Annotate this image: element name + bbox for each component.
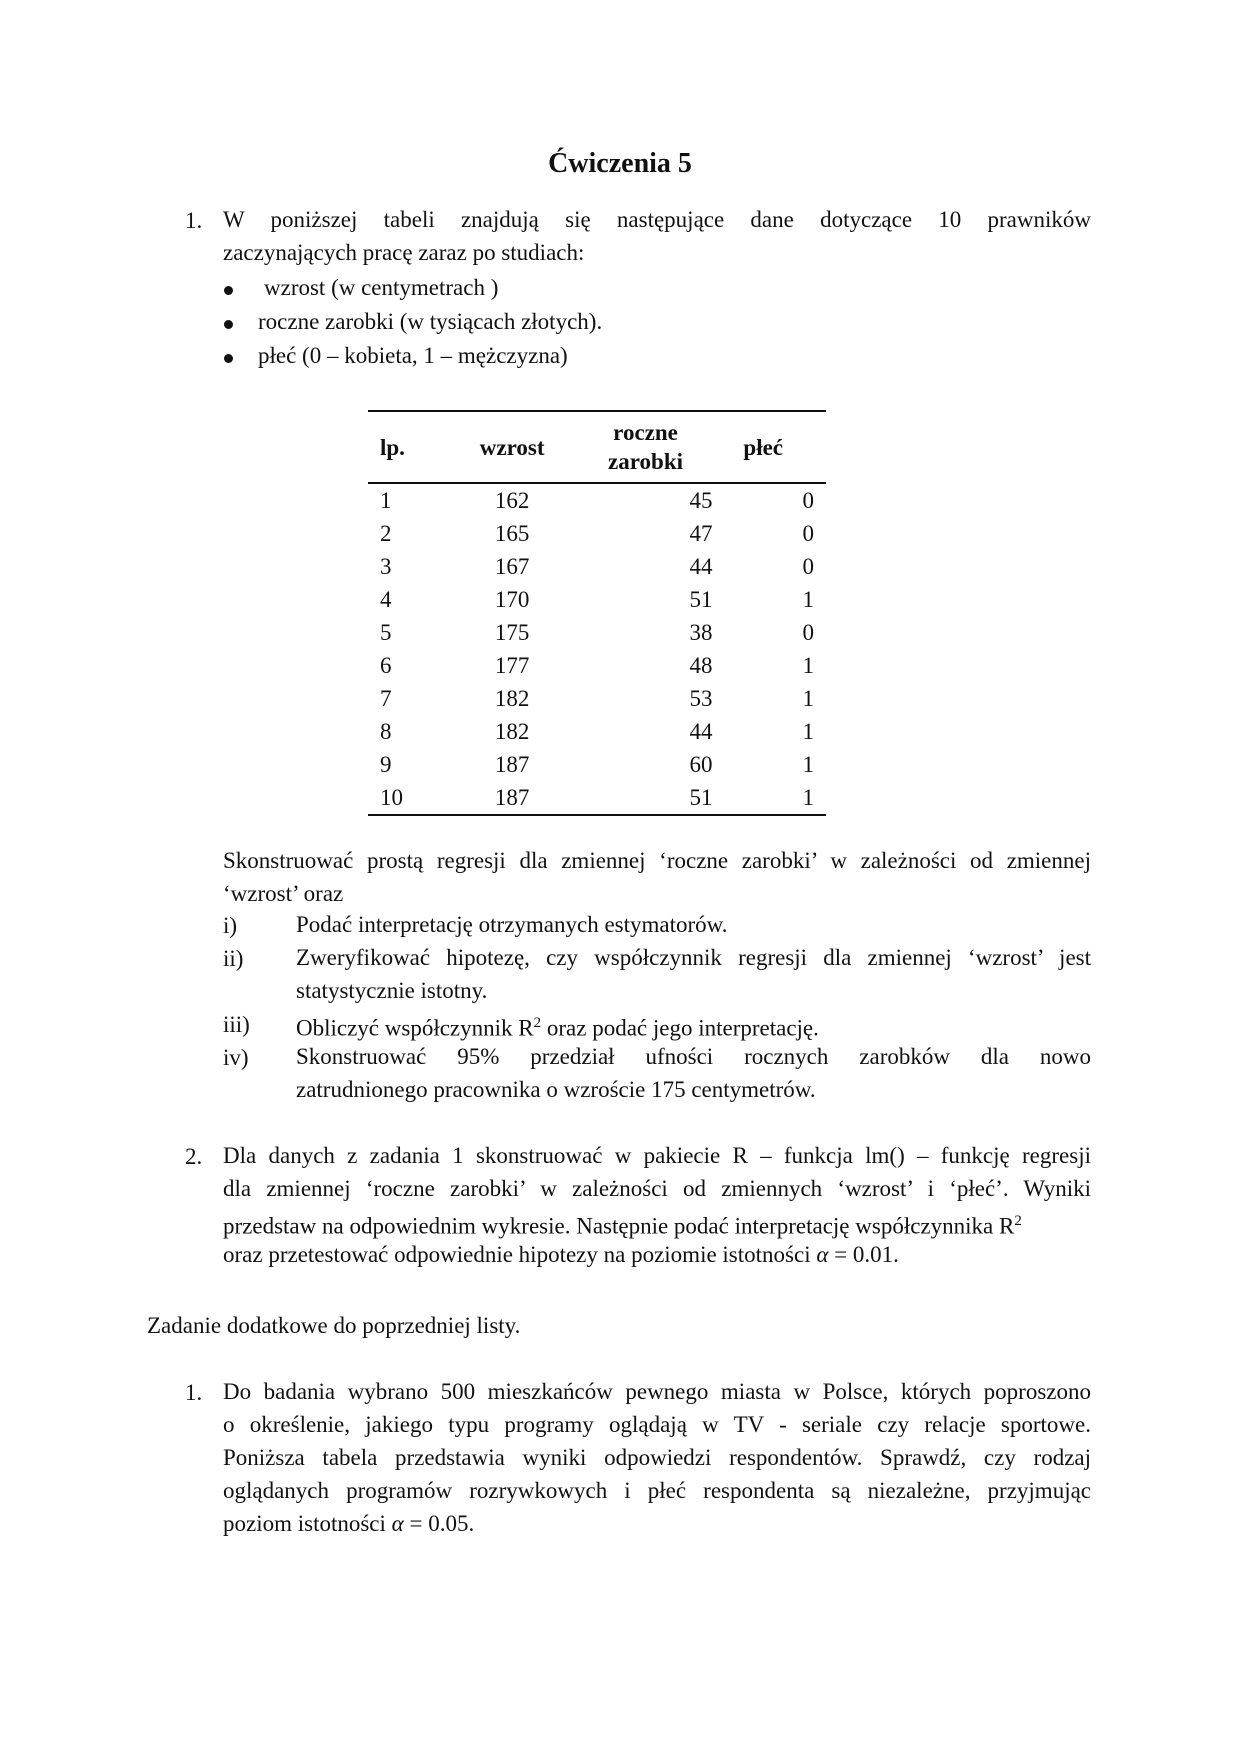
cell-lp: 8 [380, 718, 392, 744]
extra-line3: Poniższa tabela przedstawia wyniki odpowiedzi respondentów. Sprawdź, czy rodzaj [223, 1445, 1091, 1470]
cell-lp: 10 [368, 781, 446, 815]
cell-zarobki: 60 [689, 751, 713, 777]
table-row [368, 649, 826, 682]
table-row [368, 748, 826, 781]
cell-lp: 6 [380, 652, 392, 678]
superscript: 2 [533, 1015, 542, 1031]
alpha-symbol: α [391, 1511, 404, 1536]
cell-lp: 2 [380, 520, 392, 546]
cell-wzrost: 167 [494, 553, 530, 579]
table-row [368, 781, 826, 815]
task2-line3 [223, 1205, 1091, 1243]
bullet-icon [224, 320, 233, 329]
cell-plec: 1 [802, 586, 814, 612]
task1-instruction-line2: ‘wzrost’ oraz [223, 881, 344, 906]
cell-plec: 0 [802, 553, 814, 579]
cell-zarobki: 51 [689, 586, 713, 612]
bullet-icon [224, 286, 233, 295]
cell-lp: 1 [380, 487, 392, 513]
cell-lp: 5 [380, 619, 392, 645]
task2-number: 2. [185, 1144, 203, 1169]
header-roczne-zarobki [579, 411, 713, 483]
extra-heading: Zadanie dodatkowe do poprzedniej listy. [147, 1313, 521, 1338]
cell-wzrost: 177 [494, 652, 530, 678]
cell-zarobki: 47 [689, 520, 713, 546]
task2-line4 [223, 1238, 1091, 1271]
item-text-part: oraz podać jego interpretację. [541, 1015, 819, 1041]
bullet-item: wzrost (w centymetrach ) [264, 275, 499, 300]
table-header-row [368, 411, 826, 483]
task1-instruction-line1: Skonstruować prostą regresji dla zmiennej ‘roczne zarobki’ w zależności od zmiennej [223, 848, 1091, 873]
header-zarobki: zarobki [608, 449, 684, 474]
task2-line2: dla zmiennej ‘roczne zarobki’ w zależności od zmiennych ‘wzrost’ i ‘płeć’. Wyniki [223, 1176, 1091, 1201]
item-text: Zweryfikować hipotezę, czy współczynnik regresji dla zmiennej ‘wzrost’ jest [296, 945, 1091, 970]
header-wzrost: wzrost [446, 411, 579, 483]
cell-plec: 0 [802, 619, 814, 645]
cell-wzrost: 187 [446, 781, 579, 815]
cell-lp: 3 [380, 553, 392, 579]
cell-wzrost: 175 [494, 619, 530, 645]
task1-intro-line1: W poniższej tabeli znajdują się następujące dane dotyczące 10 prawników [223, 207, 1091, 232]
cell-plec: 0 [802, 520, 814, 546]
header-plec: płeć [712, 411, 826, 483]
item-text [296, 1007, 1091, 1045]
cell-plec: 1 [802, 685, 814, 711]
cell-wzrost: 165 [494, 520, 530, 546]
page-title: Ćwiczenia 5 [548, 148, 692, 179]
item-label: iv) [223, 1045, 249, 1070]
cell-zarobki: 44 [689, 718, 713, 744]
text-part: przedstaw na odpowiednim wykresie. Następnie podać interpretację współczynnika R [223, 1213, 1015, 1239]
cell-wzrost: 170 [494, 586, 530, 612]
table-row [368, 483, 826, 517]
bullet-item: płeć (0 – kobieta, 1 – mężczyzna) [258, 343, 568, 368]
data-table [368, 410, 826, 816]
cell-plec: 1 [712, 781, 826, 815]
cell-wzrost: 182 [494, 718, 530, 744]
extra-line1: Do badania wybrano 500 mieszkańców pewnego miasta w Polsce, których poproszono [223, 1379, 1091, 1404]
cell-zarobki: 38 [689, 619, 713, 645]
cell-plec: 0 [802, 487, 814, 513]
item-label: ii) [223, 946, 244, 971]
extra-line5 [223, 1507, 1091, 1540]
task1-number: 1. [185, 208, 203, 233]
cell-lp: 7 [380, 685, 392, 711]
item-text: statystycznie istotny. [296, 978, 488, 1003]
cell-zarobki: 45 [689, 487, 713, 513]
task2-line1: Dla danych z zadania 1 skonstruować w pakiecie R – funkcja lm() – funkcję regresji [223, 1143, 1091, 1168]
item-text: Podać interpretację otrzymanych estymatorów. [296, 912, 728, 937]
cell-zarobki: 48 [689, 652, 713, 678]
item-label: iii) [223, 1012, 250, 1037]
bullet-item: roczne zarobki (w tysiącach złotych). [258, 309, 603, 334]
table-row [368, 616, 826, 649]
cell-plec: 1 [802, 751, 814, 777]
table-row [368, 550, 826, 583]
text-part: oraz przetestować odpowiednie hipotezy na poziomie istotności [223, 1242, 817, 1267]
text-part: = 0.01. [828, 1242, 899, 1267]
table-row [368, 583, 826, 616]
text-part: = 0.05. [403, 1511, 475, 1536]
item-text: zatrudnionego pracownika o wzroście 175 centymetrów. [296, 1077, 816, 1102]
header-roczne: roczne [613, 420, 678, 445]
item-text-part: Obliczyć współczynnik R [296, 1015, 534, 1041]
cell-wzrost: 187 [494, 751, 530, 777]
cell-plec: 1 [802, 652, 814, 678]
item-label: i) [223, 913, 238, 938]
task1-intro-line2: zaczynających pracę zaraz po studiach: [223, 240, 585, 265]
table-row [368, 715, 826, 748]
cell-wzrost: 182 [494, 685, 530, 711]
extra-line4: oglądanych programów rozrywkowych i płeć respondenta są niezależne, przyjmując [223, 1478, 1091, 1503]
text-part: poziom istotności [223, 1511, 392, 1536]
cell-zarobki: 53 [689, 685, 713, 711]
cell-lp: 4 [380, 586, 392, 612]
item-text: Skonstruować 95% przedział ufności rocznych zarobków dla nowo [296, 1044, 1091, 1069]
cell-zarobki: 51 [579, 781, 713, 815]
extra-line2: o określenie, jakiego typu programy oglądają w TV - seriale czy relacje sportowe. [223, 1412, 1091, 1437]
table-row [368, 517, 826, 550]
cell-plec: 1 [802, 718, 814, 744]
table-row [368, 682, 826, 715]
cell-zarobki: 44 [689, 553, 713, 579]
cell-lp: 9 [380, 751, 392, 777]
superscript: 2 [1014, 1213, 1022, 1229]
bullet-icon [224, 354, 233, 363]
header-lp: lp. [368, 411, 446, 483]
alpha-symbol: α [816, 1242, 829, 1267]
cell-wzrost: 162 [494, 487, 530, 513]
extra-number: 1. [185, 1380, 203, 1405]
